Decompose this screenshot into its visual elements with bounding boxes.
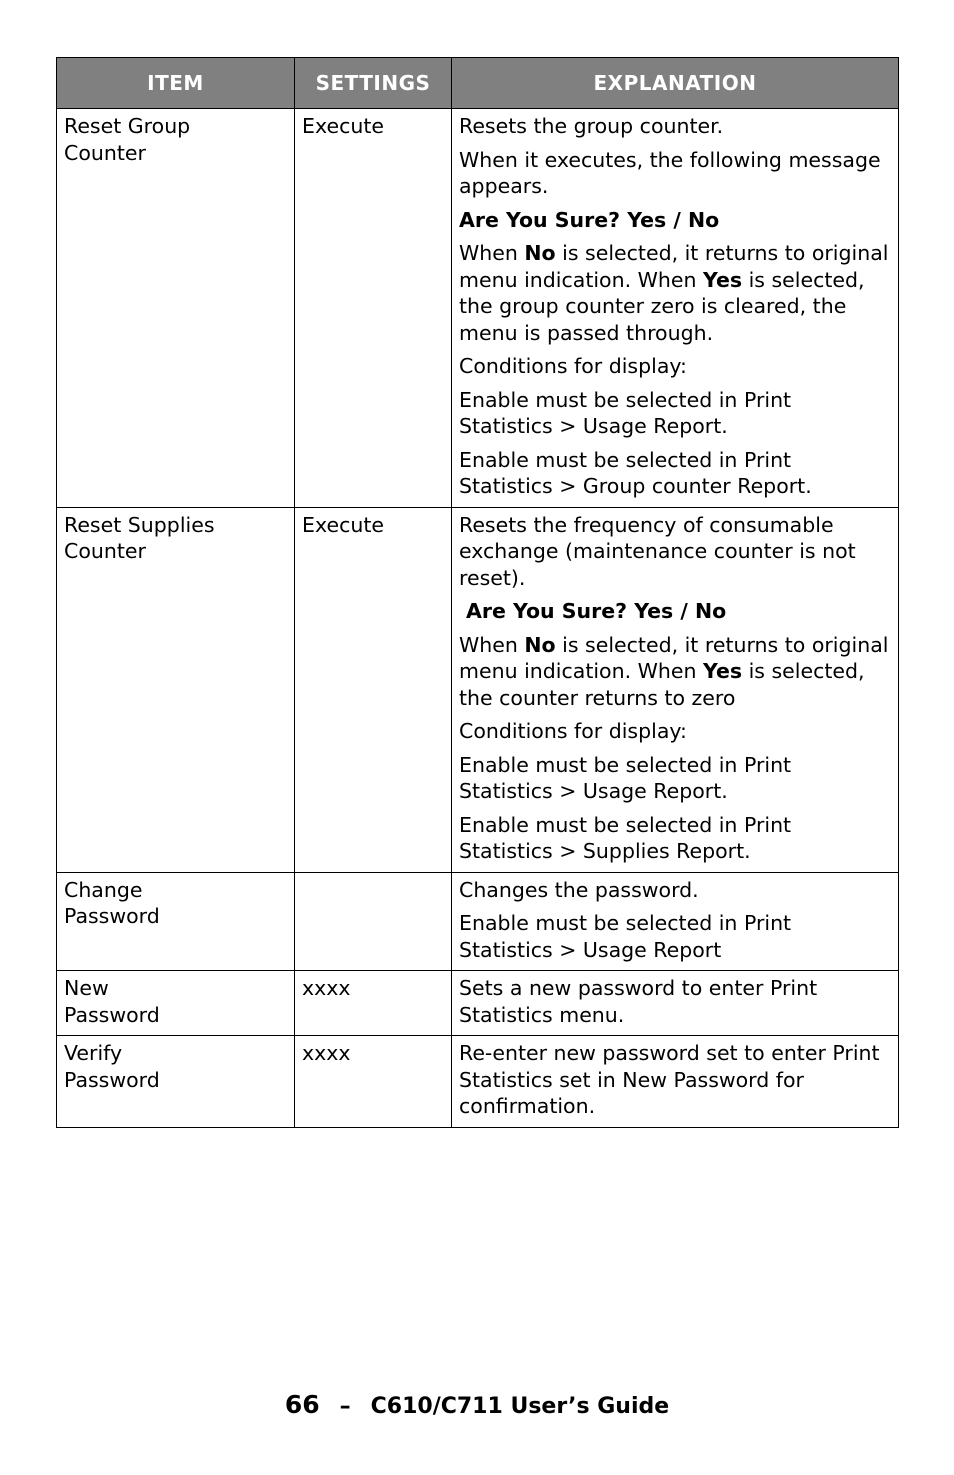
page-number: 66 [284,1390,320,1419]
explanation-cell [452,109,899,508]
table-row [57,109,899,508]
item-name: Reset Group Counter [64,114,191,165]
explanation-paragraph: Resets the frequency of consumable exchange (maintenance counter is not reset). [459,512,856,590]
item-name: Verify Password [64,1041,160,1092]
confirm-prompt: Are You Sure? Yes / No [466,599,727,623]
settings-cell [295,507,452,872]
yes-option-text: Yes [703,659,743,683]
settings-table [56,57,899,1128]
explanation-paragraph: When it executes, the following message appears. [459,147,881,198]
explanation-cell [452,507,899,872]
explanation-cell [452,971,899,1036]
guide-title: C610/C711 User’s Guide [370,1394,670,1419]
item-cell [57,1036,295,1128]
explanation-paragraph: Re-enter new password set to enter Print Statistics set in New Password for confirmation. [459,1041,880,1118]
yes-option-text: Yes [703,267,743,292]
explanation-paragraph: Conditions for display: [459,354,687,378]
no-option-text: No [524,632,556,657]
footer-separator: – [339,1394,351,1419]
settings-value: xxxx [302,976,351,1000]
item-cell [57,971,295,1036]
table-row [57,971,899,1036]
item-cell [57,872,295,971]
table-header-row [57,58,899,109]
explanation-paragraph: Sets a new password to enter Print Statistics menu. [459,976,818,1027]
settings-cell [295,1036,452,1128]
explanation-paragraph: Resets the group counter. [459,114,724,138]
text-run: is selected, the counter returns to zero [459,659,865,710]
item-name: Reset Supplies Counter [64,512,215,563]
page-footer [0,1390,954,1419]
settings-cell [295,872,452,971]
text-run: When [459,241,525,265]
header-item: ITEM [57,58,295,109]
text-run: is selected, it returns to original menu indication. When [459,632,889,683]
settings-cell [295,109,452,508]
table-row [57,872,899,971]
settings-value: Execute [302,512,384,537]
settings-cell [295,971,452,1036]
item-cell [57,109,295,508]
item-cell [57,507,295,872]
header-explanation: EXPLANATION [452,58,899,109]
table-row [57,507,899,872]
explanation-paragraph: Changes the password. [459,877,699,902]
explanation-cell [452,872,899,971]
text-run: is selected, it returns to original menu indication. When [459,241,889,292]
text-run: When [459,632,525,657]
explanation-paragraph: Conditions for display: [459,719,687,743]
explanation-paragraph: Enable must be selected in Print Statistics > Usage Report. [459,752,792,803]
explanation-paragraph: Enable must be selected in Print Statistics > Usage Report [459,911,792,962]
explanation-paragraph [459,632,891,712]
explanation-paragraph: Enable must be selected in Print Statistics > Usage Report. [459,387,792,438]
explanation-paragraph [459,240,891,346]
table-row [57,1036,899,1128]
settings-value: xxxx [302,1041,351,1065]
no-option-text: No [524,241,556,265]
settings-value: Execute [302,114,384,138]
explanation-paragraph: Enable must be selected in Print Statistics > Group counter Report. [459,447,812,498]
explanation-paragraph: Enable must be selected in Print Statistics > Supplies Report. [459,812,792,863]
explanation-cell [452,1036,899,1128]
item-name: New Password [64,976,160,1027]
item-name: Change Password [64,877,160,928]
confirm-prompt: Are You Sure? Yes / No [459,207,720,232]
header-settings: SETTINGS [295,58,452,109]
text-run: is selected, the group counter zero is cleared, the menu is passed through. [459,267,865,345]
